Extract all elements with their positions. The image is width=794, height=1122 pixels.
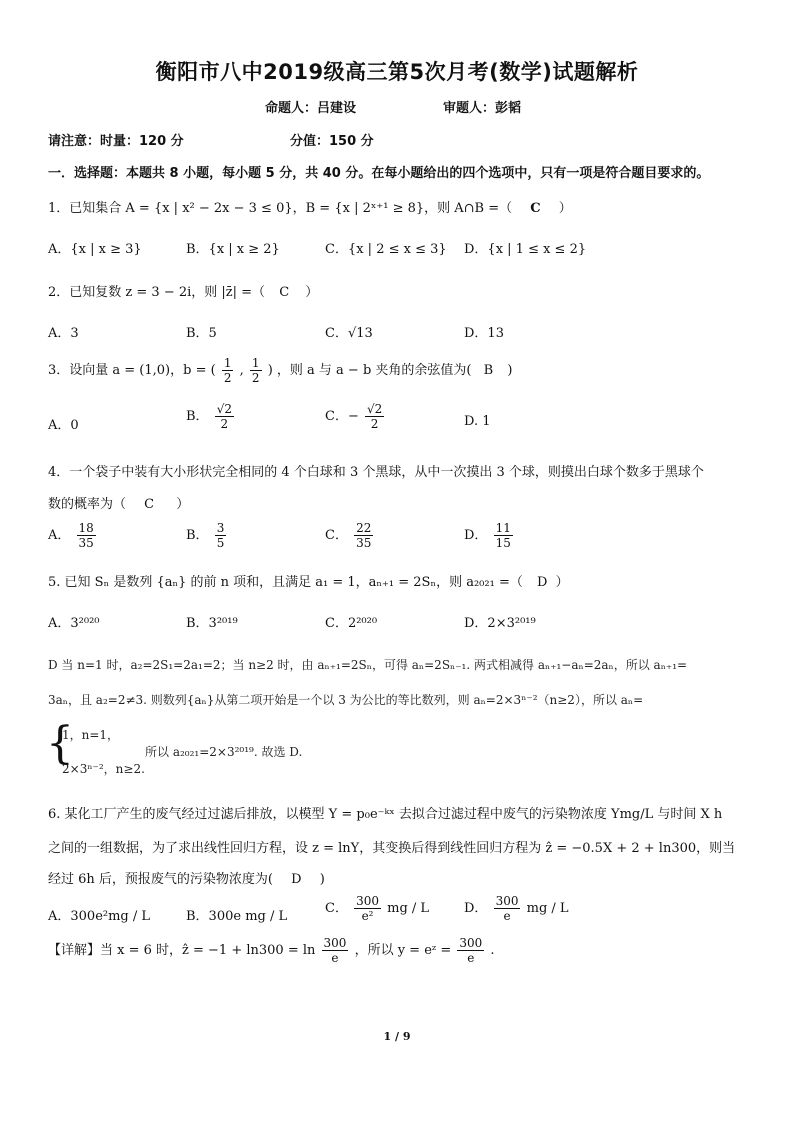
- q1-option-c: C．{x | 2 ≤ x ≤ 3}: [325, 242, 447, 257]
- q6-detail: 【详解】当 x = 6 时，ẑ = −1 + ln300 = ln $\frac{300}{e}$ ，所以 y = eᶻ = $\frac{300}{e}$ .: [48, 936, 495, 965]
- q1-option-b: B．{x | x ≥ 2}: [186, 242, 280, 257]
- q4-option-b: B． $\frac{3}{5}$: [186, 521, 225, 550]
- question-1-answer: C: [530, 201, 541, 216]
- question-6-line-1: 6. 某化工厂产生的废气经过过滤后排放，以模型 Y = p₀e⁻ᵏˣ 去拟合过滤过程中废气的污染物浓度 Ymg/L 与时间 X h: [48, 807, 723, 822]
- q5-solution-line-2: 3aₙ，且 a₂=2≠3. 则数列{aₙ}从第二项开始是一个以 3 为公比的等比数列，则 aₙ=2×3ⁿ⁻²（n≥2），所以 aₙ=: [48, 693, 644, 707]
- page-number: 1 / 9: [383, 1030, 411, 1043]
- question-6-line-2: 之间的一组数据，为了求出线性回归方程，设 z = lnY，其变换后得到线性回归方程为 ẑ = −0.5X + 2 + ln300，则当: [48, 841, 736, 856]
- q6-option-c: C． $\frac{300}{\text{e²}}$ mg / L: [325, 894, 430, 923]
- q5-option-b: B．3²⁰¹⁹: [186, 616, 238, 631]
- question-1-close: ）: [558, 201, 572, 216]
- q5-option-d: D．2×3²⁰¹⁹: [464, 616, 536, 631]
- question-2-stem: [48, 281, 318, 300]
- question-3-text-b: ，则 a 与 a − b 夹角的余弦值为(: [276, 363, 472, 378]
- q3-option-d: D. 1: [464, 414, 491, 429]
- question-3-stem: 3．设向量 a = (1,0)，b = ( $\frac{1}{2}$ , $\frac{1}{2}$ ) ，则 a 与 a − b 夹角的余弦值为( B ): [48, 356, 513, 385]
- q6-option-d: D． $\frac{300}{e}$ mg / L: [464, 894, 569, 923]
- question-1-stem: [48, 197, 572, 216]
- q3-frac-1: $\frac{1}{2}$: [223, 356, 232, 385]
- q2-option-c: C．√13: [325, 326, 373, 341]
- question-2-text: 2．已知复数 z = 3 − 2i，则 |z̄| =（: [48, 285, 266, 300]
- piecewise-case-2: 2×3ⁿ⁻²，n≥2.: [62, 762, 145, 776]
- time-notice: 请注意：时量：120 分: [48, 134, 184, 149]
- reviewer: 审题人：彭韬: [443, 101, 522, 116]
- piecewise-brace: {: [46, 718, 74, 769]
- q2-option-b: B．5: [186, 326, 217, 341]
- question-6-answer: D: [291, 872, 302, 887]
- question-1-text: 1．已知集合 A = {x | x² − 2x − 3 ≤ 0}，B = {x | 2ˣ⁺¹ ≥ 8}，则 A∩B =（: [48, 201, 513, 216]
- q3-option-b: B． $\frac{√2}{2}$: [186, 402, 232, 431]
- q6-option-b: B．300e mg / L: [186, 909, 288, 924]
- piecewise-case-1: 1，n=1，: [62, 728, 120, 742]
- proposer: 命题人：吕建设: [265, 101, 357, 116]
- q4-option-a: A． $\frac{18}{35}$: [48, 521, 94, 550]
- question-2-close: ）: [305, 285, 319, 300]
- question-4-answer: C: [144, 497, 155, 512]
- q1-option-d: D．{x | 1 ≤ x ≤ 2}: [464, 242, 587, 257]
- q6-option-a: A．300e²mg / L: [48, 909, 151, 924]
- question-3-text-a: 3．设向量 a = (1,0)，b =: [48, 363, 207, 378]
- q2-option-d: D．13: [464, 326, 504, 341]
- section-heading: 一．选择题：本题共 8 小题，每小题 5 分，共 40 分。在每小题给出的四个选项中，只有一项是符合题目要求的。: [48, 166, 710, 181]
- question-3-close: ): [507, 363, 513, 378]
- q5-solution-line-3: 所以 a₂₀₂₁=2×3²⁰¹⁹. 故选 D.: [145, 745, 303, 759]
- q5-option-c: C．2²⁰²⁰: [325, 616, 378, 631]
- q5-solution-line-1: D 当 n=1 时，a₂=2S₁=2a₁=2；当 n≥2 时，由 aₙ₊₁=2Sₙ，可得 aₙ=2Sₙ₋₁. 两式相减得 aₙ₊₁−aₙ=2aₙ，所以 aₙ₊₁=: [48, 658, 688, 672]
- question-5-stem: 5. 已知 Sₙ 是数列 {aₙ} 的前 n 项和，且满足 a₁ = 1，aₙ₊₁ = 2Sₙ，则 a₂₀₂₁ =（ D ）: [48, 575, 569, 590]
- question-6-line-3: 经过 6h 后，预报废气的污染物浓度为( D ): [48, 872, 325, 887]
- score-notice: 分值：150 分: [290, 134, 374, 149]
- question-5-answer: D: [536, 575, 548, 590]
- q4-option-d: D． $\frac{11}{15}$: [464, 521, 511, 550]
- q1-option-a: A．{x | x ≥ 3}: [48, 242, 142, 257]
- q3-option-a: A．0: [48, 418, 79, 433]
- q5-option-a: A．3²⁰²⁰: [48, 616, 100, 631]
- q2-option-a: A．3: [48, 326, 79, 341]
- question-4-line-1: 4．一个袋子中装有大小形状完全相同的 4 个白球和 3 个黑球，从中一次摸出 3 个球，则摸出白球个数多于黑球个: [48, 465, 704, 480]
- page-title: 衡阳市八中2019级高三第5次月考(数学)试题解析: [155, 60, 639, 84]
- q4-option-c: C． $\frac{22}{35}$: [325, 521, 372, 550]
- q3-option-c: C．− $\frac{√2}{2}$: [325, 402, 383, 431]
- question-4-line-2: 数的概率为（ C ）: [48, 497, 190, 512]
- question-3-answer: B: [483, 363, 494, 378]
- q3-frac-2: $\frac{1}{2}$: [251, 356, 260, 385]
- question-2-answer: C: [279, 285, 290, 300]
